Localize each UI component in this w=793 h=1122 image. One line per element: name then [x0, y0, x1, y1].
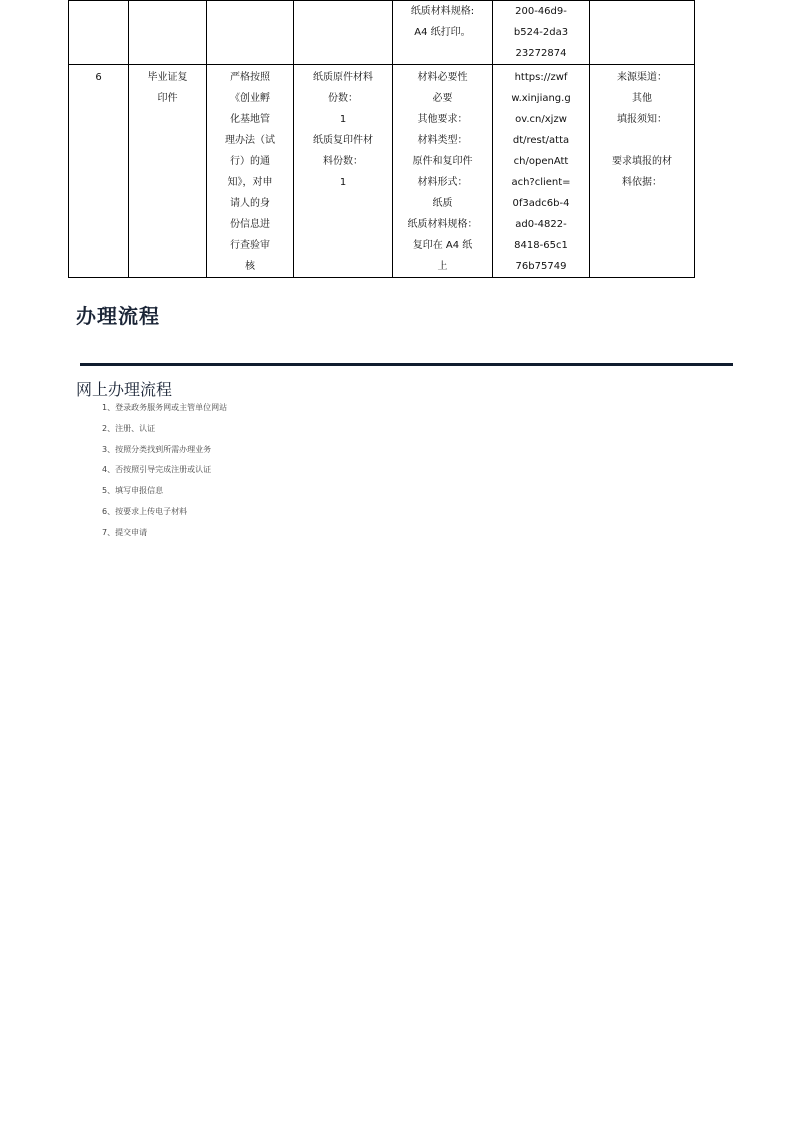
cell-line: dt/rest/atta	[512, 135, 570, 146]
cell-line: 化基地管	[230, 114, 270, 125]
list-item: 5、填写申报信息	[102, 486, 164, 496]
table-row-continued	[69, 1, 695, 65]
section-title: 办理流程	[76, 304, 160, 328]
cell-line: ch/openAtt	[513, 156, 569, 167]
cell-line: 要求填报的材	[612, 156, 672, 167]
divider	[80, 363, 733, 366]
process-steps-list	[102, 402, 227, 548]
cell-line: 复印在 A4 纸	[412, 240, 473, 251]
cell-line: 0f3adc6b-4	[512, 198, 570, 209]
cell-line: 料份数：	[323, 156, 363, 167]
cell-line: 份信息进	[230, 219, 270, 230]
subsection-title: 网上办理流程	[76, 380, 173, 399]
cell-source	[590, 65, 695, 278]
cell-line: 纸质材料规格：	[407, 219, 478, 230]
list-item: 6、按要求上传电子材料	[102, 506, 188, 516]
cell-line: 76b75749	[515, 261, 567, 272]
cell-name	[129, 1, 207, 65]
cell-requirements	[393, 1, 493, 65]
cell-line: 纸质	[432, 198, 453, 209]
list-item: 3、按照分类找到所需办理业务	[102, 444, 212, 454]
cell-name	[129, 65, 207, 278]
cell-line: 纸质复印件材	[313, 135, 373, 146]
cell-line: 其他要求：	[417, 114, 468, 125]
cell-index	[69, 1, 129, 65]
cell-requirements	[393, 65, 493, 278]
cell-line: 材料形式：	[417, 177, 468, 188]
list-item: 1、登录政务服务网或主管单位网站	[102, 403, 228, 412]
cell-link	[493, 1, 590, 65]
list-item: 2、注册、认证	[102, 423, 156, 433]
cell-line: 料依据：	[622, 177, 662, 188]
cell-line: 200-46d9-	[515, 6, 567, 17]
cell-line: ach?client=	[511, 177, 571, 188]
materials-table	[68, 0, 695, 278]
cell-line: https://zwf	[514, 72, 568, 83]
cell-line: 8418-65c1	[514, 240, 568, 251]
cell-basis	[207, 1, 294, 65]
cell-line: 来源渠道：	[617, 72, 667, 83]
cell-line: 1	[339, 177, 347, 188]
cell-line: 材料必要性	[417, 72, 468, 83]
row-number: 6	[95, 72, 102, 83]
cell-line: 上	[437, 261, 448, 272]
cell-index	[69, 65, 129, 278]
cell-quantity	[294, 65, 393, 278]
cell-line	[592, 130, 692, 151]
cell-line: 份数：	[328, 93, 358, 104]
cell-line: 1	[339, 114, 347, 125]
cell-line: b524-2da3	[513, 27, 569, 38]
cell-line: 严格按照	[230, 72, 270, 83]
cell-line: 填报须知：	[617, 114, 667, 125]
cell-line: 行）的通	[230, 156, 270, 167]
cell-line: 23272874	[515, 48, 567, 59]
cell-line: 知》，对申	[227, 177, 273, 188]
cell-line: 理办法（试	[225, 135, 275, 146]
list-item: 7、提交申请	[102, 527, 148, 537]
table-row	[69, 65, 695, 278]
cell-line: 印件	[157, 93, 178, 104]
cell-line: A4 纸打印。	[414, 27, 471, 38]
cell-basis	[207, 65, 294, 278]
cell-line: 《创业孵	[230, 93, 270, 104]
cell-line: ov.cn/xjzw	[515, 114, 567, 125]
cell-line: 其他	[632, 93, 652, 104]
cell-line: 纸质材料规格:	[410, 6, 475, 17]
cell-line: w.xinjiang.g	[511, 93, 571, 104]
cell-line: 行查验审	[230, 240, 270, 251]
list-item: 4、否按照引导完成注册或认证	[102, 465, 212, 475]
cell-line: 毕业证复	[147, 72, 188, 83]
cell-line: 纸质原件材料	[313, 72, 373, 83]
cell-line: ad0-4822-	[515, 219, 567, 230]
cell-quantity	[294, 1, 393, 65]
cell-line: 材料类型：	[417, 135, 468, 146]
cell-source	[590, 1, 695, 65]
cell-line: 核	[245, 261, 255, 272]
cell-line: 必要	[432, 93, 453, 104]
cell-line: 请人的身	[230, 198, 270, 209]
cell-line: 原件和复印件	[412, 156, 473, 167]
cell-link[interactable]	[493, 65, 590, 278]
